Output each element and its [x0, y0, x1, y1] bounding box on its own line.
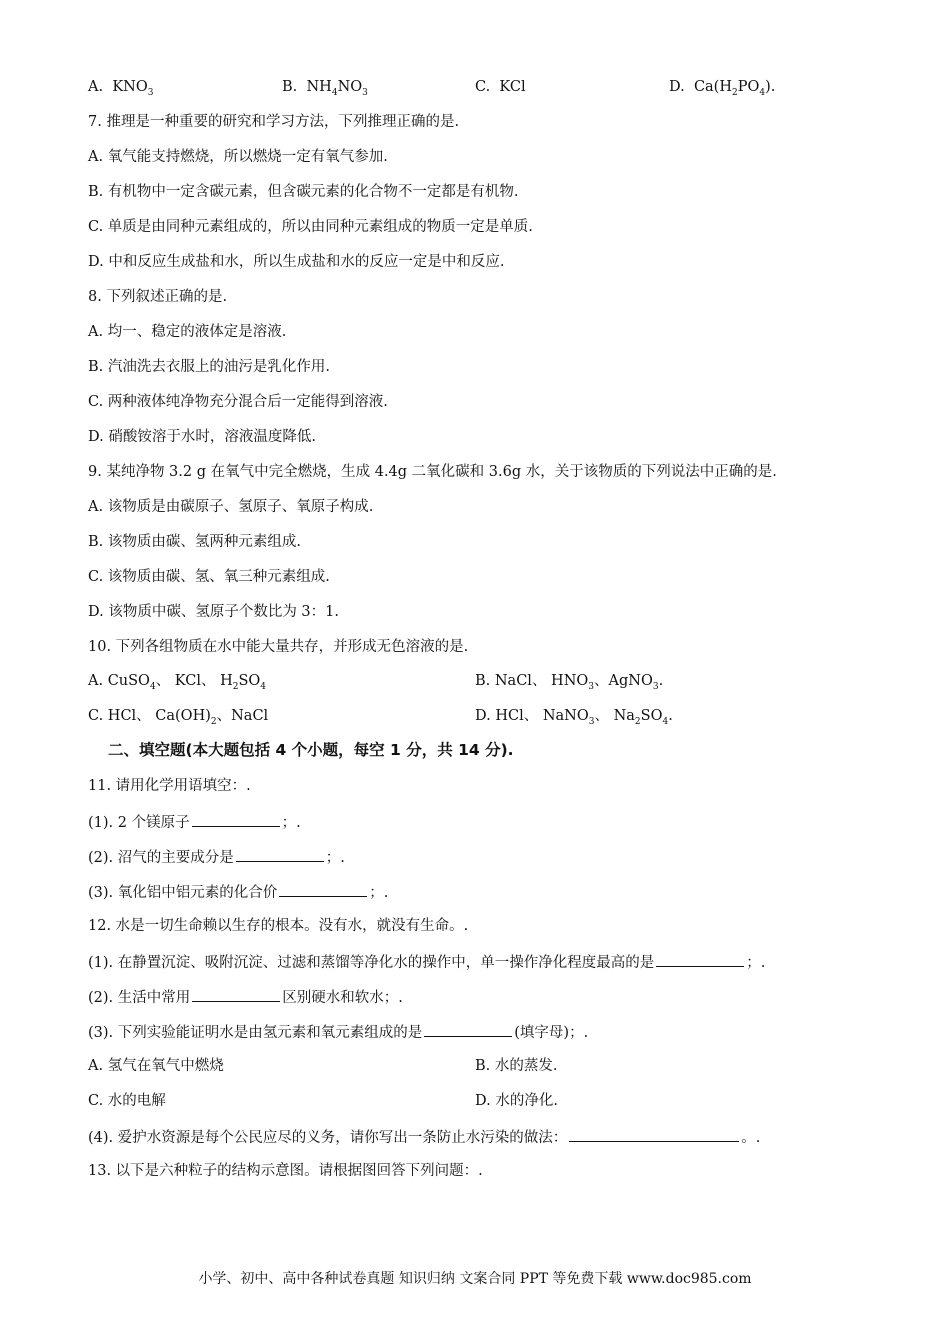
q10-option-d: D. HCl、 NaNO$_3$、 $Na_2SO_4$. [475, 708, 673, 727]
q12-item-3: (3). 下列实验能证明水是由氢元素和氧元素组成的是 (填字母)；. [88, 1022, 588, 1042]
q10-stem: 10. 下列各组物质在水中能大量共存，并形成无色溶液的是. [88, 639, 469, 655]
q7-option-c: C. 单质是由同种元素组成的，所以由同种元素组成的物质一定是单质. [88, 219, 533, 235]
answer-blank[interactable] [192, 812, 280, 827]
q9-option-b: B. 该物质由碳、氢两种元素组成. [88, 534, 301, 550]
q13-stem: 13. 以下是六种粒子的结构示意图。请根据图回答下列问题：. [88, 1163, 483, 1179]
q8-option-d: D. 硝酸铵溶于水时，溶液温度降低. [88, 429, 316, 445]
q12-option-d: D. 水的净化. [475, 1093, 558, 1109]
answer-blank[interactable] [424, 1022, 512, 1037]
q11-item-3: (3). 氧化铝中铝元素的化合价 ；. [88, 882, 388, 902]
q11-item-1: (1). 2 个镁原子 ；. [88, 812, 301, 832]
q6-option-b: B. $NH_4NO_3$ [282, 79, 368, 98]
q12-item-4: (4). 爱护水资源是每个公民应尽的义务，请你写出一条防止水污染的做法： 。. [88, 1127, 760, 1147]
q7-option-d: D. 中和反应生成盐和水，所以生成盐和水的反应一定是中和反应. [88, 254, 505, 270]
answer-blank[interactable] [192, 987, 280, 1002]
q11-stem: 11. 请用化学用语填空：. [88, 778, 251, 794]
q9-option-c: C. 该物质由碳、氢、氧三种元素组成. [88, 569, 330, 585]
q12-item-1: (1). 在静置沉淀、吸附沉淀、过滤和蒸馏等净化水的操作中，单一操作净化程度最高的是 ；. [88, 952, 765, 972]
section-2-heading: 二、填空题(本大题包括 4 个小题，每空 1 分，共 14 分). [108, 741, 514, 759]
q9-option-d: D. 该物质中碳、氢原子个数比为 3：1. [88, 604, 339, 620]
q7-stem: 7. 推理是一种重要的研究和学习方法，下列推理正确的是. [88, 114, 460, 130]
q12-option-a: A. 氢气在氧气中燃烧 [88, 1058, 224, 1074]
q6-option-d: D. $Ca(H_2PO_4)$. [669, 79, 776, 98]
q12-option-c: C. 水的电解 [88, 1093, 166, 1109]
q8-option-b: B. 汽油洗去衣服上的油污是乳化作用. [88, 359, 330, 375]
q8-option-c: C. 两种液体纯净物充分混合后一定能得到溶液. [88, 394, 388, 410]
answer-blank[interactable] [279, 882, 367, 897]
q6-option-a: A. $KNO_3$ [88, 79, 154, 98]
q6-option-c: C. KCl [475, 79, 526, 95]
q9-option-a: A. 该物质是由碳原子、氢原子、氧原子构成. [88, 499, 374, 515]
q9-stem: 9. 某纯净物 3.2 g 在氧气中完全燃烧，生成 4.4g 二氧化碳和 3.6g 水，关于该物质的下列说法中正确的是. [88, 464, 777, 480]
answer-blank[interactable] [569, 1127, 739, 1142]
q8-stem: 8. 下列叙述正确的是. [88, 289, 228, 305]
q12-item-2: (2). 生活中常用 区别硬水和软水；. [88, 987, 403, 1007]
q11-item-2: (2). 沼气的主要成分是 ；. [88, 847, 345, 867]
q10-option-c: C. HCl、 $Ca(OH)_2$、NaCl [88, 708, 269, 727]
page-footer: 小学、初中、高中各种试卷真题 知识归纳 文案合同 PPT 等免费下载 www.doc985.com [198, 1271, 752, 1287]
q8-option-a: A. 均一、稳定的液体定是溶液. [88, 324, 287, 340]
q12-option-b: B. 水的蒸发. [475, 1058, 558, 1074]
q12-stem: 12. 水是一切生命赖以生存的根本。没有水，就没有生命。. [88, 918, 469, 934]
answer-blank[interactable] [236, 847, 324, 862]
q10-option-a: A. CuSO$_4$、 KCl、 $H_2SO_4$ [88, 673, 267, 692]
answer-blank[interactable] [656, 952, 744, 967]
q10-option-b: B. NaCl、 $HNO_3$、AgNO$_3$. [475, 673, 664, 692]
q7-option-b: B. 有机物中一定含碳元素，但含碳元素的化合物不一定都是有机物. [88, 184, 519, 200]
q7-option-a: A. 氧气能支持燃烧，所以燃烧一定有氧气参加. [88, 149, 388, 165]
